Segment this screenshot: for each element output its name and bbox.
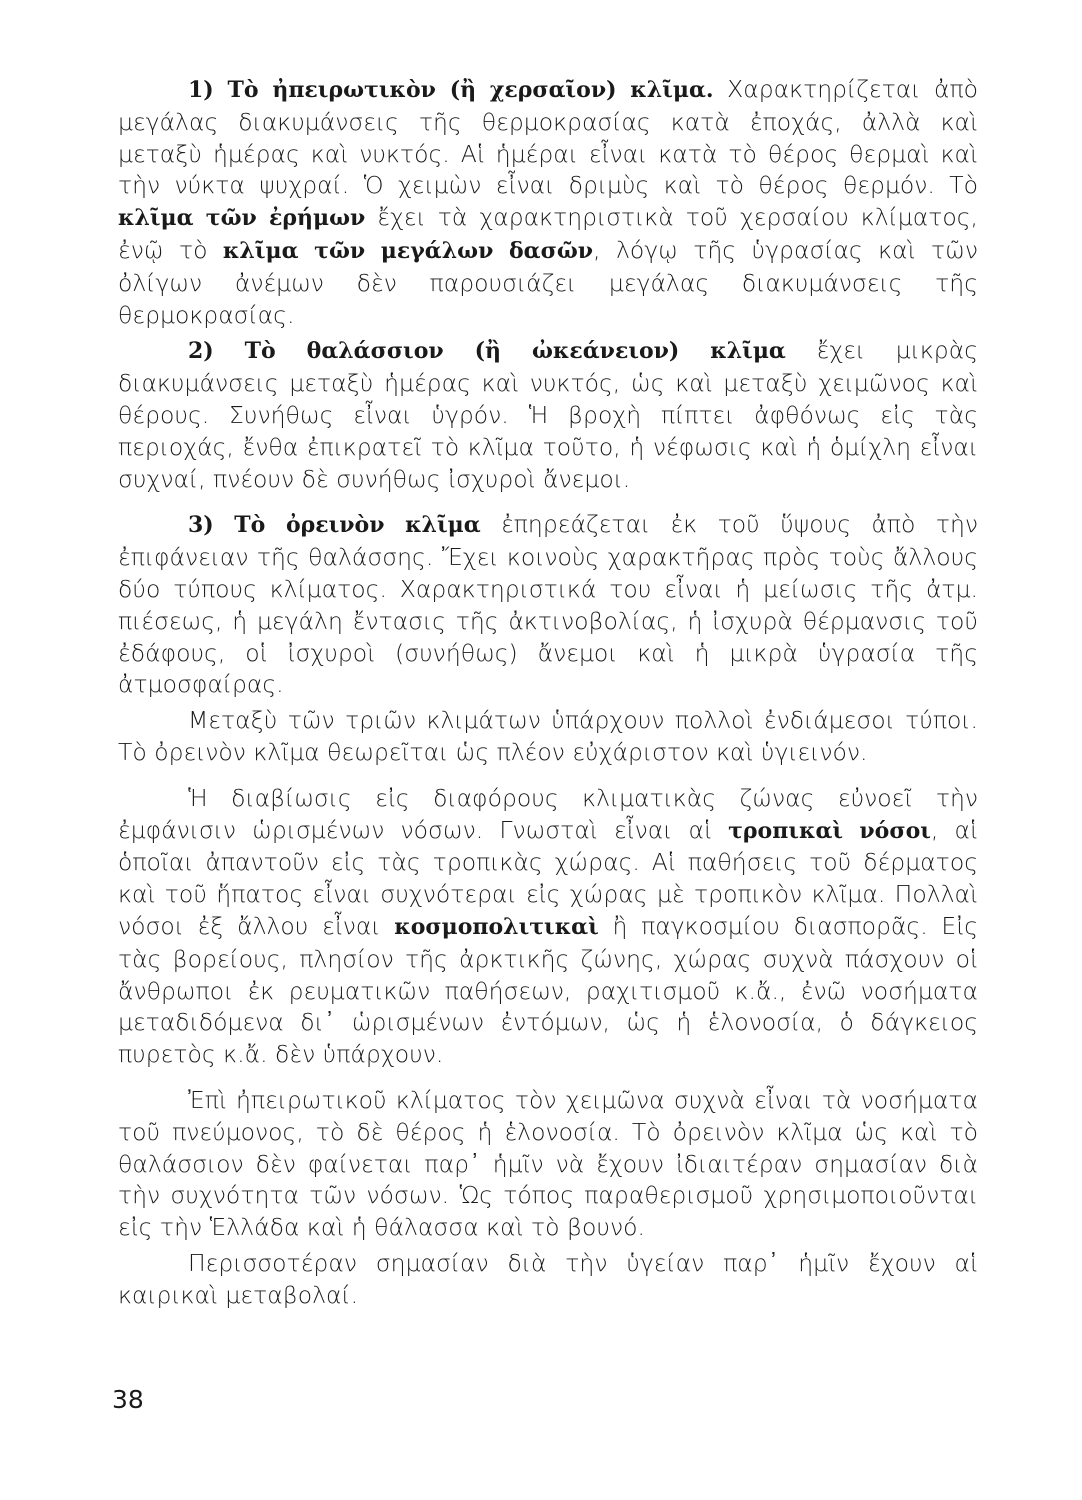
paragraph-continental-diseases: Ἐπὶ ἠπειρωτικοῦ κλίματος τὸν χειμῶνα συχνὰ εἶναι τὰ νοσήματα τοῦ πνεύμονος, τὸ δὲ θέρος ἡ ἑλονοσία. Τὸ ὀρεινὸν κλῖμα ὡς καὶ τὸ θαλάσσιον δὲν φαίνεται παρ᾽ ἡμῖν νὰ ἔχουν ἰδιαιτέραν σημασίαν διὰ τὴν συχνότητα τῶν νόσων. Ὡς τόπος παραθερισμοῦ χρησιμοποιοῦνται εἰς τὴν Ἑλλάδα καὶ ἡ θάλασσα καὶ τὸ βουνό. <box>118 1085 978 1242</box>
paragraph-climate-diseases: Ἡ διαβίωσις εἰς διαφόρους κλιματικὰς ζώνας εὐνοεῖ τὴν ἐμφάνισιν ὡρισμένων νόσων. Γνωσταὶ εἶναι αἱ τροπικαὶ νόσοι, αἱ ὁποῖαι ἀπαντοῦν εἰς τὰς τροπικὰς χώρας. Αἱ παθήσεις τοῦ δέρματος καὶ τοῦ ἥπατος εἶναι συχνότεραι εἰς χώρας μὲ τροπικὸν κλῖμα. Πολλαὶ νόσοι ἐξ ἄλλου εἶναι κοσμοπολιτικαὶ ἢ παγκοσμίου διασπορᾶς. Εἰς τὰς βορείους, πλησίον τῆς ἀρκτικῆς ζώνης, χώρας συχνὰ πάσχουν οἱ ἄνθρωποι ἐκ ρευματικῶν παθήσεων, ραχιτισμοῦ κ.ἄ., ἐνῶ νοσήματα μεταδιδόμενα δι᾽ ὡρισμένων ἐντόμων, ὡς ἡ ἑλονοσία, ὁ δάγκειος πυρετὸς κ.ἄ. δὲν ὑπάρχουν. <box>118 783 978 1069</box>
heading-mountain-climate: 3) Τὸ ὀρεινὸν κλῖμα <box>188 512 481 539</box>
heading-continental-climate: 1) Τὸ ἠπειρωτικὸν (ἢ χερσαῖον) κλῖμα. <box>188 77 714 103</box>
page-number: 38 <box>112 1385 144 1414</box>
page-body <box>118 74 978 1311</box>
term-cosmopolitan: κοσμοπολιτικαὶ <box>394 913 599 940</box>
paragraph-mountain-climate: 3) Τὸ ὀρεινὸν κλῖμα ἐπηρεάζεται ἐκ τοῦ ὕψους ἀπὸ τὴν ἐπιφάνειαν τῆς θαλάσσης. Ἔχει κοινοὺς χαρακτῆρας πρὸς τοὺς ἄλλους δύο τύπους κλίματος. Χαρακτηριστικά του εἶναι ἡ μείωσις τῆς ἀτμ. πιέσεως, ἡ μεγάλη ἔντασις τῆς ἀκτινοβολίας, ἡ ἰσχυρὰ θέρμανσις τοῦ ἐδάφους, οἱ ἰσχυροὶ (συνήθως) ἄνεμοι καὶ ἡ μικρὰ ὑγρασία τῆς ἀτμοσφαίρας. <box>118 510 979 699</box>
term-forest-climate: κλῖμα τῶν μεγάλων δασῶν <box>222 237 594 264</box>
paragraph-continental-climate: 1) Τὸ ἠπειρωτικὸν (ἢ χερσαῖον) κλῖμα. Χαρακτηρίζεται ἀπὸ μεγάλας διακυμάνσεις τῆς θερμοκρασίας κατὰ ἐποχάς, ἀλλὰ καὶ μεταξὺ ἡμέρας καὶ νυκτός. Αἱ ἡμέραι εἶναι κατὰ τὸ θέρος θερμαὶ καὶ τὴν νύκτα ψυχραί. Ὁ χειμὼν εἶναι δριμὺς καὶ τὸ θέρος θερμόν. Τὸ κλῖμα τῶν ἐρήμων ἔχει τὰ χαρακτηριστικὰ τοῦ χερσαίου κλίματος, ἐνῷ τὸ κλῖμα τῶν μεγάλων δασῶν, λόγῳ τῆς ὑγρασίας καὶ τῶν ὀλίγων ἀνέμων δὲν παρουσιάζει μεγάλας διακυμάνσεις τῆς θερμοκρασίας. <box>118 75 978 329</box>
paragraph-maritime-climate: 2) Τὸ θαλάσσιον (ἢ ὠκεάνειον) κλῖμα ἔχει μικρὰς διακυμάνσεις μεταξὺ ἡμέρας καὶ νυκτός, ὡς καὶ μεταξὺ χειμῶνος καὶ θέρους. Συνήθως εἶναι ὑγρόν. Ἡ βροχὴ πίπτει ἀφθόνως εἰς τὰς περιοχάς, ἔνθα ἐπικρατεῖ τὸ κλῖμα τοῦτο, ἡ νέφωσις καὶ ἡ ὁμίχλη εἶναι συχναί, πνέουν δὲ συνήθως ἰσχυροὶ ἄνεμοι. <box>118 336 978 493</box>
paragraph-intermediate-types: Μεταξὺ τῶν τριῶν κλιμάτων ὑπάρχουν πολλοὶ ἐνδιάμεσοι τύποι. Τὸ ὀρεινὸν κλῖμα θεωρεῖται ὡς πλέον εὐχάριστον καὶ ὑγιεινόν. <box>118 706 978 766</box>
paragraph-weather-changes: Περισσοτέραν σημασίαν διὰ τὴν ὑγείαν παρ᾽ ἡμῖν ἔχουν αἱ καιρικαὶ μεταβολαί. <box>118 1248 978 1309</box>
term-desert-climate: κλῖμα τῶν ἐρήμων <box>118 205 366 232</box>
heading-maritime-climate: 2) Τὸ θαλάσσιον (ἢ ὠκεάνειον) κλῖμα <box>188 338 786 365</box>
term-tropical-diseases: τροπικαὶ νόσοι <box>728 817 931 844</box>
